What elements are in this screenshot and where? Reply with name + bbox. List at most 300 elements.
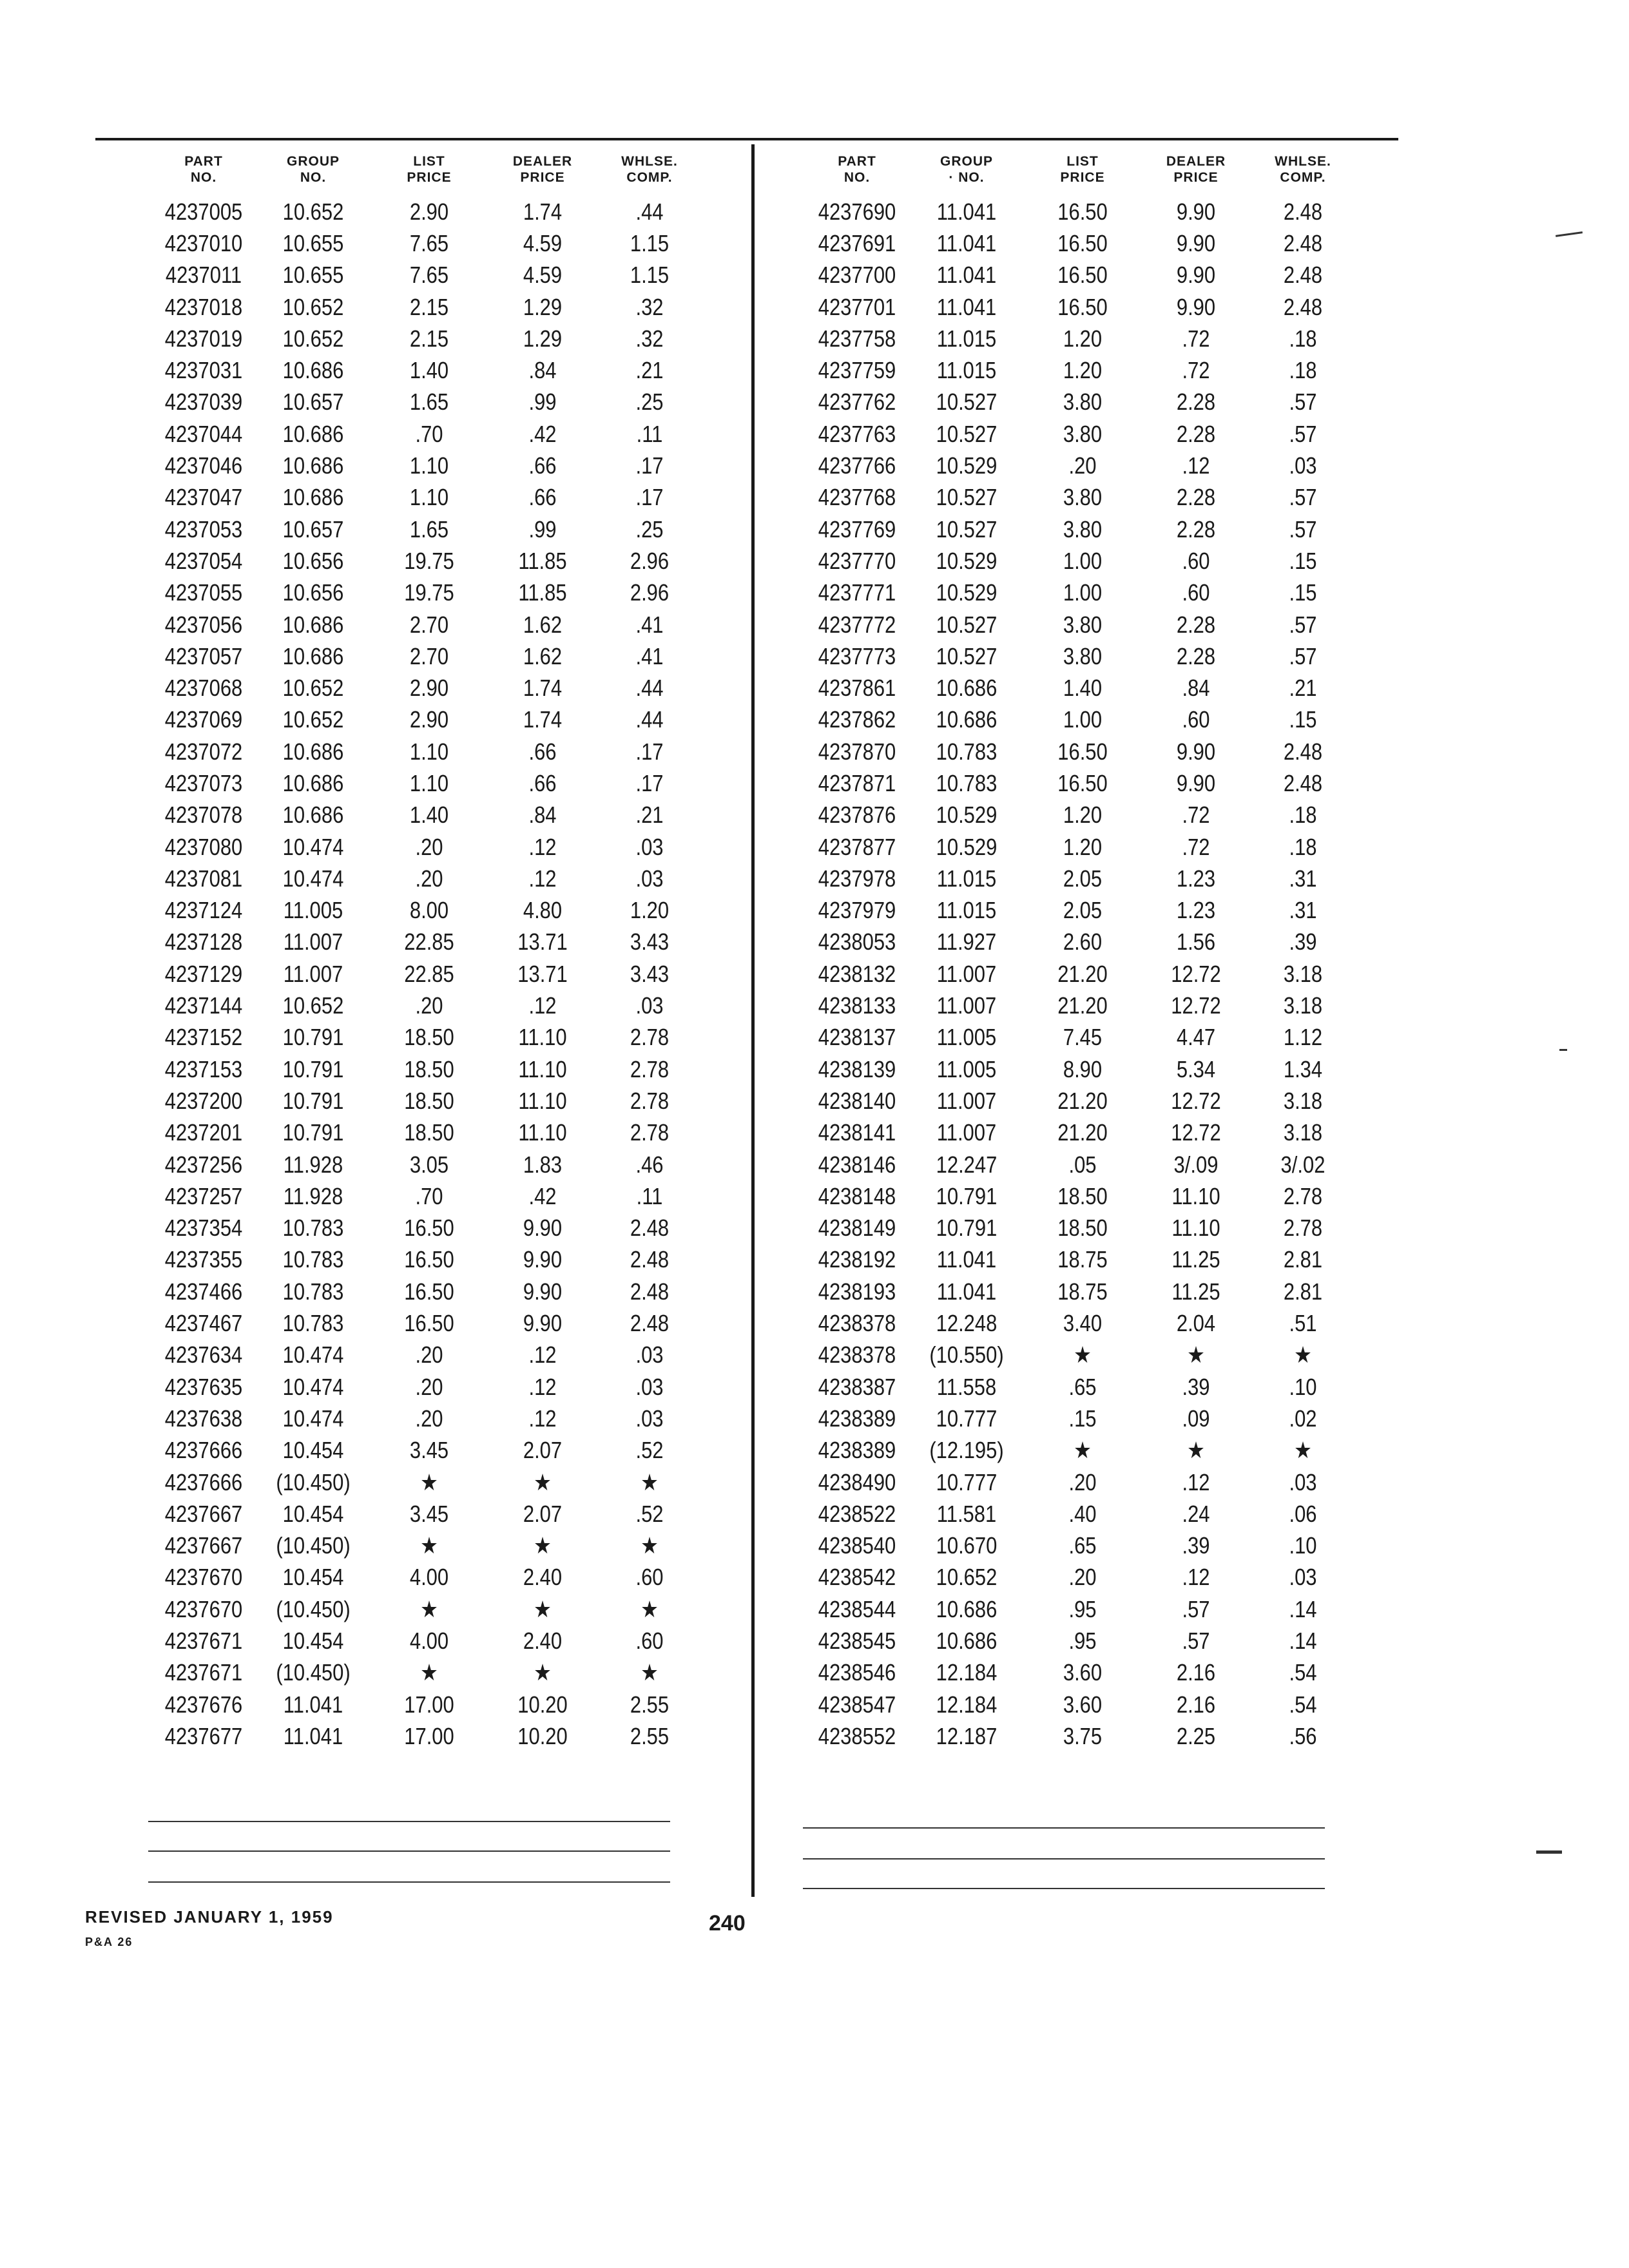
- list-price-value: .20: [415, 833, 443, 860]
- dealer-price-cell: [1141, 928, 1251, 956]
- list-price-cell: [1025, 1374, 1141, 1401]
- part-no-value: 4237766: [818, 452, 896, 479]
- form-code: P&A 26: [85, 1936, 133, 1948]
- whlse-comp-value: 2.78: [630, 1055, 670, 1082]
- part-no-value: 4237635: [164, 1373, 243, 1400]
- whlse-comp-value: .57: [1289, 515, 1317, 543]
- list-price-value: 16.50: [404, 1246, 454, 1273]
- whlse-comp-value: .03: [635, 1373, 664, 1400]
- dealer-price-value: .72: [1182, 325, 1210, 352]
- whlse-comp-value: 3.43: [630, 928, 670, 956]
- group-no-cell: [909, 1278, 1025, 1305]
- part-no-cell: [805, 611, 909, 639]
- dealer-price-value: .66: [528, 769, 557, 796]
- list-price-value: 2.05: [1063, 865, 1103, 892]
- group-no-cell: [909, 770, 1025, 797]
- group-no-value: (10.550): [929, 1341, 1004, 1369]
- dealer-price-cell: [1141, 834, 1251, 861]
- whlse-comp-value: .10: [1289, 1532, 1317, 1559]
- whlse-comp-cell: [1251, 992, 1354, 1019]
- dealer-price-value: .12: [528, 1405, 557, 1432]
- table-row: [805, 800, 1354, 831]
- part-no-value: 4237044: [164, 420, 243, 447]
- dealer-price-cell: [1141, 1119, 1251, 1146]
- table-row: [152, 1022, 701, 1053]
- part-no-cell: [805, 865, 909, 892]
- dealer-price-value: 2.28: [1176, 642, 1216, 669]
- dealer-price-cell: [487, 1215, 598, 1242]
- dealer-price-value: ★: [534, 1532, 552, 1559]
- table-row: [152, 1307, 701, 1339]
- part-no-value: 4237354: [164, 1215, 243, 1242]
- list-price-cell: [371, 516, 487, 543]
- group-no-value: 10.686: [936, 675, 998, 702]
- list-price-cell: [371, 865, 487, 892]
- whlse-comp-cell: [598, 897, 701, 924]
- list-price-cell: [1025, 516, 1141, 543]
- dealer-price-value: 1.29: [523, 293, 563, 320]
- right-table-body: [805, 196, 1354, 1753]
- list-price-cell: [371, 484, 487, 511]
- list-price-cell: [371, 1215, 487, 1242]
- table-row: [805, 227, 1354, 259]
- list-price-value: 1.65: [409, 389, 449, 416]
- list-price-value: 21.20: [1057, 1087, 1108, 1114]
- part-no-value: 4237979: [818, 897, 896, 924]
- dealer-price-value: 9.90: [523, 1215, 563, 1242]
- part-no-cell: [805, 1056, 909, 1083]
- left-table-body: [152, 196, 701, 1753]
- part-no-cell: [805, 1310, 909, 1337]
- list-price-cell: [1025, 1119, 1141, 1146]
- whlse-comp-value: .18: [1289, 802, 1317, 829]
- dealer-price-value: 2.28: [1176, 389, 1216, 416]
- part-no-value: 4237144: [164, 992, 243, 1019]
- whlse-comp-cell: [1251, 1628, 1354, 1655]
- whlse-comp-cell: [1251, 1469, 1354, 1496]
- whlse-comp-cell: [598, 738, 701, 765]
- whlse-comp-cell: [1251, 1088, 1354, 1115]
- dealer-price-value: 9.90: [523, 1246, 563, 1273]
- list-price-value: .65: [1068, 1532, 1097, 1559]
- list-price-cell: [1025, 738, 1141, 765]
- table-row: [805, 577, 1354, 609]
- part-no-value: 4237700: [818, 262, 896, 289]
- dealer-price-value: 3/.09: [1173, 1151, 1219, 1178]
- list-price-cell: [1025, 611, 1141, 639]
- group-no-cell: [909, 1628, 1025, 1655]
- dealer-price-cell: [1141, 961, 1251, 988]
- whlse-comp-value: 3/.02: [1280, 1151, 1325, 1178]
- whlse-comp-cell: [598, 452, 701, 479]
- group-no-cell: [255, 1628, 371, 1655]
- list-price-cell: [1025, 230, 1141, 257]
- dealer-price-value: 4.80: [523, 897, 563, 924]
- group-no-value: 11.007: [936, 1087, 997, 1114]
- table-row: [152, 1625, 701, 1657]
- list-price-cell: [1025, 452, 1141, 479]
- list-price-value: 18.50: [404, 1119, 454, 1146]
- part-no-value: 4237762: [818, 389, 896, 416]
- whlse-comp-cell: [598, 643, 701, 670]
- group-no-cell: [909, 738, 1025, 765]
- dealer-price-cell: [1141, 1278, 1251, 1305]
- whlse-comp-cell: [1251, 611, 1354, 639]
- part-no-cell: [805, 1374, 909, 1401]
- part-no-cell: [152, 675, 255, 702]
- part-no-value: 4237005: [164, 198, 243, 225]
- part-no-value: 4237018: [164, 293, 243, 320]
- group-no-cell: [909, 643, 1025, 670]
- list-price-cell: [1025, 325, 1141, 352]
- table-row: [152, 577, 701, 609]
- dealer-price-cell: [487, 198, 598, 226]
- dealer-price-cell: [487, 738, 598, 765]
- whlse-comp-value: 1.15: [630, 262, 670, 289]
- list-price-value: .20: [1068, 452, 1097, 479]
- dealer-price-cell: [487, 1564, 598, 1591]
- header-part-no: PART NO.: [838, 154, 876, 185]
- list-price-value: .40: [1068, 1500, 1097, 1527]
- part-no-value: 4237047: [164, 484, 243, 511]
- dealer-price-value: 1.74: [523, 675, 563, 702]
- page-number: 240: [709, 1911, 746, 1936]
- whlse-comp-value: .03: [635, 1341, 664, 1369]
- list-price-cell: [371, 198, 487, 226]
- list-price-cell: [1025, 1341, 1141, 1369]
- list-price-value: 3.45: [409, 1437, 449, 1464]
- list-price-cell: [371, 992, 487, 1019]
- list-price-value: 21.20: [1057, 960, 1108, 987]
- part-no-value: 4237467: [164, 1310, 243, 1337]
- table-row: [152, 260, 701, 291]
- group-no-value: (10.450): [276, 1659, 351, 1686]
- list-price-cell: [1025, 1310, 1141, 1337]
- part-no-value: 4237124: [164, 897, 243, 924]
- group-no-value: 12.248: [936, 1310, 998, 1337]
- part-no-value: 4237010: [164, 229, 243, 256]
- list-price-cell: [371, 1088, 487, 1115]
- list-price-value: 1.40: [409, 802, 449, 829]
- part-no-value: 4238378: [818, 1310, 896, 1337]
- dealer-price-cell: [487, 1024, 598, 1051]
- dealer-price-value: 4.59: [523, 262, 563, 289]
- group-no-value: 10.783: [282, 1246, 344, 1273]
- group-no-value: 10.527: [936, 642, 998, 669]
- list-price-cell: [1025, 484, 1141, 511]
- whlse-comp-value: 3.18: [1283, 1119, 1323, 1146]
- part-no-cell: [152, 325, 255, 352]
- dealer-price-value: 2.25: [1176, 1722, 1216, 1749]
- header-whlse-comp: WHLSE. COMP.: [621, 154, 678, 185]
- list-price-value: 16.50: [1057, 198, 1108, 225]
- group-no-cell: [909, 1215, 1025, 1242]
- whlse-comp-value: .52: [635, 1437, 664, 1464]
- group-no-cell: [255, 961, 371, 988]
- part-no-cell: [805, 1405, 909, 1432]
- whlse-comp-cell: [598, 992, 701, 1019]
- blank-line: [803, 1888, 1325, 1889]
- group-no-value: 11.005: [936, 1024, 997, 1051]
- part-no-value: 4237763: [818, 420, 896, 447]
- dealer-price-value: 9.90: [1176, 229, 1216, 256]
- part-no-value: 4237770: [818, 547, 896, 574]
- part-no-cell: [152, 1024, 255, 1051]
- whlse-comp-cell: [598, 611, 701, 639]
- table-row: [805, 545, 1354, 577]
- group-no-value: 10.529: [936, 833, 998, 860]
- group-no-cell: [909, 992, 1025, 1019]
- group-no-value: 10.529: [936, 547, 998, 574]
- whlse-comp-value: 3.18: [1283, 960, 1323, 987]
- group-no-value: 10.686: [936, 1628, 998, 1654]
- dealer-price-value: 11.10: [518, 1119, 567, 1146]
- header-group-no: GROUP NO.: [286, 154, 340, 185]
- dealer-price-value: 2.16: [1176, 1691, 1216, 1718]
- whlse-comp-value: ★: [1294, 1437, 1312, 1464]
- list-price-cell: [371, 1374, 487, 1401]
- header-dealer-price: DEALER PRICE: [512, 154, 573, 185]
- part-no-value: 4237871: [818, 769, 896, 796]
- part-no-value: 4237355: [164, 1246, 243, 1273]
- whlse-comp-cell: [598, 1374, 701, 1401]
- dealer-price-value: .12: [528, 865, 557, 892]
- list-price-value: ★: [420, 1532, 438, 1559]
- list-price-value: 2.15: [409, 325, 449, 352]
- list-price-cell: [371, 230, 487, 257]
- part-no-cell: [805, 1596, 909, 1623]
- dealer-price-value: .42: [528, 1182, 557, 1209]
- part-no-value: 4237759: [818, 357, 896, 384]
- whlse-comp-cell: [1251, 421, 1354, 448]
- whlse-comp-cell: [1251, 1691, 1354, 1718]
- part-no-cell: [152, 802, 255, 829]
- dealer-price-cell: [487, 802, 598, 829]
- list-price-value: 1.10: [409, 484, 449, 511]
- list-price-value: .20: [415, 1373, 443, 1400]
- part-no-value: 4238389: [818, 1437, 896, 1464]
- part-no-cell: [805, 1564, 909, 1591]
- part-no-value: 4237069: [164, 706, 243, 733]
- list-price-cell: [371, 389, 487, 416]
- group-no-cell: [255, 484, 371, 511]
- whlse-comp-cell: [598, 548, 701, 575]
- group-no-value: 11.928: [283, 1151, 343, 1178]
- dealer-price-cell: [487, 516, 598, 543]
- table-row: [152, 1657, 701, 1689]
- part-no-value: 4237257: [164, 1182, 243, 1209]
- table-row: [152, 1117, 701, 1149]
- dealer-price-cell: [1141, 1469, 1251, 1496]
- list-price-value: 1.10: [409, 452, 449, 479]
- whlse-comp-cell: [598, 770, 701, 797]
- part-no-value: 4237666: [164, 1437, 243, 1464]
- dealer-price-value: 1.23: [1176, 897, 1216, 924]
- dealer-price-value: 11.10: [1171, 1182, 1220, 1209]
- dealer-price-cell: [1141, 1310, 1251, 1337]
- whlse-comp-cell: [1251, 1056, 1354, 1083]
- list-price-cell: [371, 1501, 487, 1528]
- revised-date: REVISED JANUARY 1, 1959: [85, 1907, 334, 1927]
- whlse-comp-cell: [598, 802, 701, 829]
- table-row: [152, 767, 701, 799]
- part-no-value: 4237769: [818, 515, 896, 543]
- list-price-value: .05: [1068, 1151, 1097, 1178]
- dealer-price-value: 11.10: [518, 1055, 567, 1082]
- group-no-cell: [909, 516, 1025, 543]
- dealer-price-value: ★: [1187, 1437, 1205, 1464]
- group-no-cell: [255, 897, 371, 924]
- dealer-price-cell: [487, 1437, 598, 1464]
- list-price-cell: [1025, 1024, 1141, 1051]
- whlse-comp-cell: [598, 1659, 701, 1686]
- list-price-value: 16.50: [404, 1215, 454, 1242]
- group-no-cell: [909, 1469, 1025, 1496]
- whlse-comp-value: .41: [635, 611, 664, 638]
- whlse-comp-value: 3.18: [1283, 1087, 1323, 1114]
- group-no-cell: [255, 611, 371, 639]
- group-no-cell: [255, 1437, 371, 1464]
- group-no-value: 10.783: [936, 769, 998, 796]
- part-no-value: 4237772: [818, 611, 896, 638]
- group-no-value: 12.184: [936, 1691, 998, 1718]
- list-price-cell: [1025, 1564, 1141, 1591]
- dealer-price-cell: [487, 611, 598, 639]
- part-no-value: 4237256: [164, 1151, 243, 1178]
- left-price-table: [152, 153, 701, 1753]
- group-no-cell: [255, 675, 371, 702]
- whlse-comp-value: .52: [635, 1500, 664, 1527]
- group-no-value: 11.015: [936, 865, 997, 892]
- group-no-cell: [909, 865, 1025, 892]
- list-price-value: .20: [415, 865, 443, 892]
- group-no-cell: [909, 294, 1025, 321]
- part-no-value: 4238522: [818, 1500, 896, 1527]
- group-no-cell: [909, 1723, 1025, 1750]
- part-no-value: 4237153: [164, 1055, 243, 1082]
- part-no-value: 4238544: [818, 1595, 896, 1622]
- whlse-comp-cell: [598, 928, 701, 956]
- whlse-comp-value: .54: [1289, 1659, 1317, 1686]
- dealer-price-value: .12: [528, 1341, 557, 1369]
- list-price-value: 3.40: [1063, 1310, 1103, 1337]
- part-no-cell: [805, 230, 909, 257]
- group-no-cell: [255, 1341, 371, 1369]
- blank-line: [148, 1821, 670, 1822]
- list-price-value: 7.65: [409, 262, 449, 289]
- list-price-value: 3.60: [1063, 1659, 1103, 1686]
- header-list-price: LIST PRICE: [407, 154, 452, 185]
- table-row: [805, 1371, 1354, 1403]
- list-price-cell: [1025, 294, 1141, 321]
- part-no-value: 4237667: [164, 1500, 243, 1527]
- list-price-cell: [371, 1056, 487, 1083]
- part-no-cell: [152, 1532, 255, 1559]
- dealer-price-value: .84: [528, 802, 557, 829]
- list-price-cell: [1025, 1088, 1141, 1115]
- group-no-value: 10.474: [282, 833, 344, 860]
- list-price-cell: [371, 928, 487, 956]
- part-no-value: 4237072: [164, 738, 243, 765]
- group-no-cell: [909, 548, 1025, 575]
- part-no-value: 4238149: [818, 1215, 896, 1242]
- dealer-price-value: .84: [528, 357, 557, 384]
- group-no-value: 11.041: [936, 293, 997, 320]
- group-no-value: 11.581: [936, 1500, 997, 1527]
- whlse-comp-value: .18: [1289, 325, 1317, 352]
- margin-mark: [1556, 231, 1583, 237]
- whlse-comp-cell: [598, 1564, 701, 1591]
- list-price-value: 8.90: [1063, 1055, 1103, 1082]
- dealer-price-cell: [487, 865, 598, 892]
- table-row: [805, 831, 1354, 863]
- whlse-comp-cell: [1251, 230, 1354, 257]
- list-price-cell: [1025, 1183, 1141, 1210]
- whlse-comp-value: .32: [635, 325, 664, 352]
- whlse-comp-cell: [598, 1501, 701, 1528]
- dealer-price-value: .12: [1182, 1468, 1210, 1495]
- group-no-value: 11.927: [936, 928, 997, 956]
- dealer-price-cell: [487, 1469, 598, 1496]
- part-no-cell: [805, 1469, 909, 1496]
- part-no-value: 4237054: [164, 547, 243, 574]
- whlse-comp-cell: [1251, 928, 1354, 956]
- group-no-cell: [255, 294, 371, 321]
- group-no-cell: [255, 738, 371, 765]
- list-price-cell: [371, 452, 487, 479]
- part-no-value: 4238137: [818, 1024, 896, 1051]
- group-no-value: 10.527: [936, 420, 998, 447]
- dealer-price-cell: [487, 484, 598, 511]
- part-no-cell: [805, 1183, 909, 1210]
- group-no-cell: [255, 325, 371, 352]
- whlse-comp-cell: [598, 516, 701, 543]
- list-price-cell: [1025, 1215, 1141, 1242]
- whlse-comp-value: .44: [635, 198, 664, 225]
- table-row: [805, 1498, 1354, 1530]
- group-no-value: 10.791: [936, 1215, 998, 1242]
- dealer-price-value: 4.59: [523, 229, 563, 256]
- group-no-cell: [255, 1246, 371, 1273]
- part-no-cell: [152, 1246, 255, 1273]
- table-row: [805, 704, 1354, 736]
- part-no-cell: [805, 643, 909, 670]
- whlse-comp-value: 2.48: [630, 1215, 670, 1242]
- group-no-value: 12.184: [936, 1659, 998, 1686]
- table-row: [152, 609, 701, 640]
- whlse-comp-value: .11: [636, 1182, 663, 1209]
- part-no-cell: [152, 865, 255, 892]
- whlse-comp-cell: [1251, 675, 1354, 702]
- dealer-price-cell: [1141, 1628, 1251, 1655]
- list-price-value: .70: [415, 420, 443, 447]
- dealer-price-cell: [1141, 1024, 1251, 1051]
- whlse-comp-cell: [1251, 357, 1354, 384]
- part-no-cell: [152, 1691, 255, 1718]
- table-row: [152, 1562, 701, 1593]
- whlse-comp-value: 1.15: [630, 229, 670, 256]
- list-price-value: ★: [420, 1468, 438, 1495]
- part-no-cell: [805, 1119, 909, 1146]
- group-no-value: 10.657: [282, 515, 344, 543]
- list-price-cell: [1025, 357, 1141, 384]
- list-price-cell: [371, 1723, 487, 1750]
- part-no-value: 4237078: [164, 802, 243, 829]
- group-no-cell: [255, 1310, 371, 1337]
- list-price-cell: [371, 357, 487, 384]
- list-price-value: 22.85: [404, 928, 454, 956]
- whlse-comp-cell: [1251, 198, 1354, 226]
